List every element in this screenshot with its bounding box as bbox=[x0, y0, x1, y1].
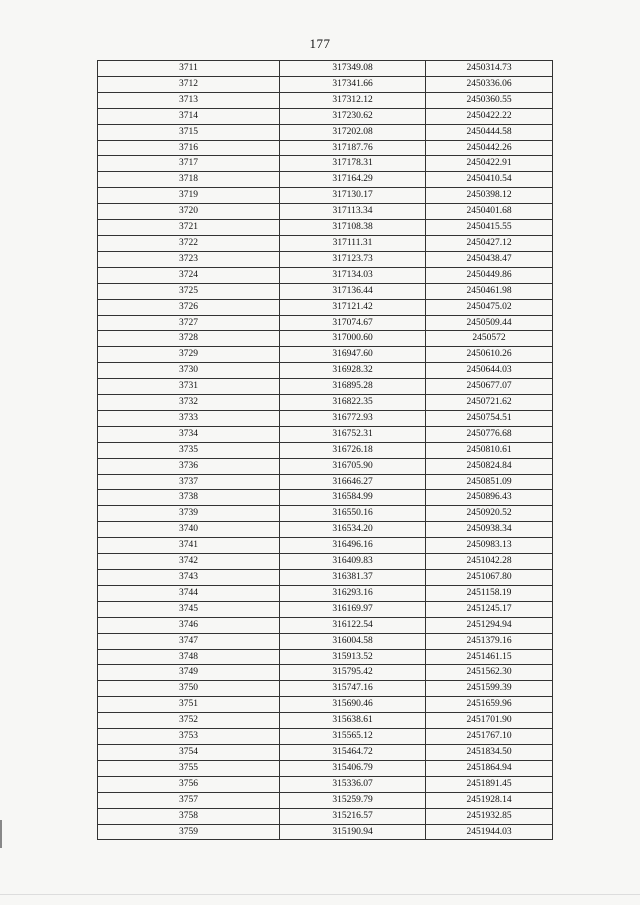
y-coordinate-cell: 2450461.98 bbox=[426, 283, 553, 299]
x-coordinate-cell: 316381.37 bbox=[280, 570, 426, 586]
point-id-cell: 3758 bbox=[98, 808, 280, 824]
table-row bbox=[98, 458, 553, 474]
table-row bbox=[98, 633, 553, 649]
y-coordinate-cell: 2450422.22 bbox=[426, 108, 553, 124]
point-id-cell: 3725 bbox=[98, 283, 280, 299]
point-id-cell: 3747 bbox=[98, 633, 280, 649]
table-row bbox=[98, 554, 553, 570]
x-coordinate-cell: 316122.54 bbox=[280, 617, 426, 633]
table-row bbox=[98, 776, 553, 792]
y-coordinate-cell: 2450438.47 bbox=[426, 251, 553, 267]
scan-edge-mark bbox=[0, 820, 2, 848]
x-coordinate-cell: 317230.62 bbox=[280, 108, 426, 124]
point-id-cell: 3734 bbox=[98, 426, 280, 442]
point-id-cell: 3752 bbox=[98, 713, 280, 729]
table-row bbox=[98, 649, 553, 665]
table-row bbox=[98, 426, 553, 442]
y-coordinate-cell: 2450314.73 bbox=[426, 61, 553, 77]
point-id-cell: 3729 bbox=[98, 347, 280, 363]
table-row bbox=[98, 744, 553, 760]
y-coordinate-cell: 2450360.55 bbox=[426, 92, 553, 108]
y-coordinate-cell: 2451294.94 bbox=[426, 617, 553, 633]
x-coordinate-cell: 316584.99 bbox=[280, 490, 426, 506]
y-coordinate-cell: 2450422.91 bbox=[426, 156, 553, 172]
point-id-cell: 3731 bbox=[98, 379, 280, 395]
y-coordinate-cell: 2450851.09 bbox=[426, 474, 553, 490]
x-coordinate-cell: 317123.73 bbox=[280, 251, 426, 267]
table-row bbox=[98, 108, 553, 124]
y-coordinate-cell: 2451864.94 bbox=[426, 760, 553, 776]
x-coordinate-cell: 315690.46 bbox=[280, 697, 426, 713]
y-coordinate-cell: 2451659.96 bbox=[426, 697, 553, 713]
y-coordinate-cell: 2451944.03 bbox=[426, 824, 553, 840]
point-id-cell: 3739 bbox=[98, 506, 280, 522]
x-coordinate-cell: 316169.97 bbox=[280, 601, 426, 617]
table-row bbox=[98, 315, 553, 331]
table-row bbox=[98, 760, 553, 776]
point-id-cell: 3732 bbox=[98, 395, 280, 411]
point-id-cell: 3754 bbox=[98, 744, 280, 760]
x-coordinate-cell: 317111.31 bbox=[280, 235, 426, 251]
y-coordinate-cell: 2451834.50 bbox=[426, 744, 553, 760]
point-id-cell: 3749 bbox=[98, 665, 280, 681]
y-coordinate-cell: 2450410.54 bbox=[426, 172, 553, 188]
table-row bbox=[98, 140, 553, 156]
y-coordinate-cell: 2450401.68 bbox=[426, 204, 553, 220]
y-coordinate-cell: 2451461.15 bbox=[426, 649, 553, 665]
point-id-cell: 3742 bbox=[98, 554, 280, 570]
table-row bbox=[98, 585, 553, 601]
table-row bbox=[98, 251, 553, 267]
x-coordinate-cell: 315795.42 bbox=[280, 665, 426, 681]
table-row bbox=[98, 697, 553, 713]
point-id-cell: 3744 bbox=[98, 585, 280, 601]
y-coordinate-cell: 2450983.13 bbox=[426, 538, 553, 554]
x-coordinate-cell: 315406.79 bbox=[280, 760, 426, 776]
table-row bbox=[98, 681, 553, 697]
table-row bbox=[98, 220, 553, 236]
point-id-cell: 3751 bbox=[98, 697, 280, 713]
y-coordinate-cell: 2450896.43 bbox=[426, 490, 553, 506]
x-coordinate-cell: 316409.83 bbox=[280, 554, 426, 570]
point-id-cell: 3746 bbox=[98, 617, 280, 633]
point-id-cell: 3716 bbox=[98, 140, 280, 156]
point-id-cell: 3740 bbox=[98, 522, 280, 538]
x-coordinate-cell: 315190.94 bbox=[280, 824, 426, 840]
point-id-cell: 3717 bbox=[98, 156, 280, 172]
table-row bbox=[98, 363, 553, 379]
table-row bbox=[98, 76, 553, 92]
y-coordinate-cell: 2450449.86 bbox=[426, 267, 553, 283]
x-coordinate-cell: 316928.32 bbox=[280, 363, 426, 379]
point-id-cell: 3737 bbox=[98, 474, 280, 490]
x-coordinate-cell: 315913.52 bbox=[280, 649, 426, 665]
y-coordinate-cell: 2451928.14 bbox=[426, 792, 553, 808]
y-coordinate-cell: 2450920.52 bbox=[426, 506, 553, 522]
point-id-cell: 3741 bbox=[98, 538, 280, 554]
table-row bbox=[98, 92, 553, 108]
table-row bbox=[98, 792, 553, 808]
point-id-cell: 3745 bbox=[98, 601, 280, 617]
x-coordinate-cell: 316004.58 bbox=[280, 633, 426, 649]
point-id-cell: 3753 bbox=[98, 729, 280, 745]
scan-bottom-line bbox=[0, 894, 640, 895]
table-row bbox=[98, 188, 553, 204]
point-id-cell: 3723 bbox=[98, 251, 280, 267]
x-coordinate-cell: 316646.27 bbox=[280, 474, 426, 490]
x-coordinate-cell: 317349.08 bbox=[280, 61, 426, 77]
table-row bbox=[98, 235, 553, 251]
table-row bbox=[98, 442, 553, 458]
y-coordinate-cell: 2451042.28 bbox=[426, 554, 553, 570]
x-coordinate-cell: 317312.12 bbox=[280, 92, 426, 108]
y-coordinate-cell: 2450572 bbox=[426, 331, 553, 347]
y-coordinate-cell: 2450444.58 bbox=[426, 124, 553, 140]
point-id-cell: 3750 bbox=[98, 681, 280, 697]
point-id-cell: 3726 bbox=[98, 299, 280, 315]
page-number: 177 bbox=[309, 36, 331, 51]
y-coordinate-cell: 2450610.26 bbox=[426, 347, 553, 363]
point-id-cell: 3719 bbox=[98, 188, 280, 204]
point-id-cell: 3748 bbox=[98, 649, 280, 665]
x-coordinate-cell: 317134.03 bbox=[280, 267, 426, 283]
x-coordinate-cell: 317178.31 bbox=[280, 156, 426, 172]
table-row bbox=[98, 601, 553, 617]
point-id-cell: 3727 bbox=[98, 315, 280, 331]
point-id-cell: 3733 bbox=[98, 410, 280, 426]
x-coordinate-cell: 315259.79 bbox=[280, 792, 426, 808]
x-coordinate-cell: 315747.16 bbox=[280, 681, 426, 697]
table-row bbox=[98, 156, 553, 172]
y-coordinate-cell: 2450415.55 bbox=[426, 220, 553, 236]
table-row bbox=[98, 379, 553, 395]
point-id-cell: 3757 bbox=[98, 792, 280, 808]
y-coordinate-cell: 2451245.17 bbox=[426, 601, 553, 617]
table-row bbox=[98, 665, 553, 681]
point-id-cell: 3759 bbox=[98, 824, 280, 840]
table-row bbox=[98, 490, 553, 506]
y-coordinate-cell: 2450336.06 bbox=[426, 76, 553, 92]
table-row bbox=[98, 283, 553, 299]
y-coordinate-cell: 2450677.07 bbox=[426, 379, 553, 395]
point-id-cell: 3728 bbox=[98, 331, 280, 347]
point-id-cell: 3755 bbox=[98, 760, 280, 776]
y-coordinate-cell: 2450644.03 bbox=[426, 363, 553, 379]
x-coordinate-cell: 316705.90 bbox=[280, 458, 426, 474]
y-coordinate-cell: 2451599.39 bbox=[426, 681, 553, 697]
x-coordinate-cell: 316726.18 bbox=[280, 442, 426, 458]
point-id-cell: 3735 bbox=[98, 442, 280, 458]
table-row bbox=[98, 617, 553, 633]
x-coordinate-cell: 317121.42 bbox=[280, 299, 426, 315]
x-coordinate-cell: 316550.16 bbox=[280, 506, 426, 522]
x-coordinate-cell: 316293.16 bbox=[280, 585, 426, 601]
y-coordinate-cell: 2451379.16 bbox=[426, 633, 553, 649]
y-coordinate-cell: 2450442.26 bbox=[426, 140, 553, 156]
x-coordinate-cell: 317074.67 bbox=[280, 315, 426, 331]
y-coordinate-cell: 2451701.90 bbox=[426, 713, 553, 729]
point-id-cell: 3714 bbox=[98, 108, 280, 124]
y-coordinate-cell: 2450509.44 bbox=[426, 315, 553, 331]
x-coordinate-cell: 317136.44 bbox=[280, 283, 426, 299]
table-row bbox=[98, 808, 553, 824]
y-coordinate-cell: 2450754.51 bbox=[426, 410, 553, 426]
table-row bbox=[98, 347, 553, 363]
point-id-cell: 3715 bbox=[98, 124, 280, 140]
point-id-cell: 3730 bbox=[98, 363, 280, 379]
point-id-cell: 3743 bbox=[98, 570, 280, 586]
table-row bbox=[98, 506, 553, 522]
y-coordinate-cell: 2451158.19 bbox=[426, 585, 553, 601]
table-row bbox=[98, 570, 553, 586]
y-coordinate-cell: 2450427.12 bbox=[426, 235, 553, 251]
x-coordinate-cell: 316895.28 bbox=[280, 379, 426, 395]
x-coordinate-cell: 317202.08 bbox=[280, 124, 426, 140]
table-row bbox=[98, 267, 553, 283]
x-coordinate-cell: 316772.93 bbox=[280, 410, 426, 426]
x-coordinate-cell: 315565.12 bbox=[280, 729, 426, 745]
y-coordinate-cell: 2450938.34 bbox=[426, 522, 553, 538]
table-row bbox=[98, 61, 553, 77]
x-coordinate-cell: 316947.60 bbox=[280, 347, 426, 363]
table-row bbox=[98, 713, 553, 729]
y-coordinate-cell: 2450776.68 bbox=[426, 426, 553, 442]
y-coordinate-cell: 2450475.02 bbox=[426, 299, 553, 315]
point-id-cell: 3724 bbox=[98, 267, 280, 283]
x-coordinate-cell: 315638.61 bbox=[280, 713, 426, 729]
table-row bbox=[98, 474, 553, 490]
table-row bbox=[98, 172, 553, 188]
table-row bbox=[98, 124, 553, 140]
y-coordinate-cell: 2450721.62 bbox=[426, 395, 553, 411]
y-coordinate-cell: 2450810.61 bbox=[426, 442, 553, 458]
y-coordinate-cell: 2451891.45 bbox=[426, 776, 553, 792]
x-coordinate-cell: 317000.60 bbox=[280, 331, 426, 347]
table-row bbox=[98, 299, 553, 315]
x-coordinate-cell: 317108.38 bbox=[280, 220, 426, 236]
x-coordinate-cell: 315464.72 bbox=[280, 744, 426, 760]
x-coordinate-cell: 317341.66 bbox=[280, 76, 426, 92]
table-row bbox=[98, 729, 553, 745]
table-row bbox=[98, 331, 553, 347]
table-row bbox=[98, 204, 553, 220]
x-coordinate-cell: 317130.17 bbox=[280, 188, 426, 204]
table-row bbox=[98, 824, 553, 840]
x-coordinate-cell: 315216.57 bbox=[280, 808, 426, 824]
point-id-cell: 3712 bbox=[98, 76, 280, 92]
x-coordinate-cell: 317187.76 bbox=[280, 140, 426, 156]
point-id-cell: 3736 bbox=[98, 458, 280, 474]
x-coordinate-cell: 315336.07 bbox=[280, 776, 426, 792]
y-coordinate-cell: 2450824.84 bbox=[426, 458, 553, 474]
x-coordinate-cell: 316752.31 bbox=[280, 426, 426, 442]
x-coordinate-cell: 317164.29 bbox=[280, 172, 426, 188]
table-row bbox=[98, 538, 553, 554]
point-id-cell: 3756 bbox=[98, 776, 280, 792]
point-id-cell: 3713 bbox=[98, 92, 280, 108]
point-id-cell: 3722 bbox=[98, 235, 280, 251]
table-row bbox=[98, 410, 553, 426]
table-body bbox=[98, 61, 553, 840]
point-id-cell: 3738 bbox=[98, 490, 280, 506]
x-coordinate-cell: 316534.20 bbox=[280, 522, 426, 538]
y-coordinate-cell: 2451932.85 bbox=[426, 808, 553, 824]
point-id-cell: 3711 bbox=[98, 61, 280, 77]
x-coordinate-cell: 316496.16 bbox=[280, 538, 426, 554]
table-row bbox=[98, 395, 553, 411]
y-coordinate-cell: 2450398.12 bbox=[426, 188, 553, 204]
y-coordinate-cell: 2451562.30 bbox=[426, 665, 553, 681]
y-coordinate-cell: 2451067.80 bbox=[426, 570, 553, 586]
table-row bbox=[98, 522, 553, 538]
coordinate-table bbox=[97, 60, 553, 840]
point-id-cell: 3718 bbox=[98, 172, 280, 188]
x-coordinate-cell: 316822.35 bbox=[280, 395, 426, 411]
point-id-cell: 3721 bbox=[98, 220, 280, 236]
point-id-cell: 3720 bbox=[98, 204, 280, 220]
x-coordinate-cell: 317113.34 bbox=[280, 204, 426, 220]
y-coordinate-cell: 2451767.10 bbox=[426, 729, 553, 745]
